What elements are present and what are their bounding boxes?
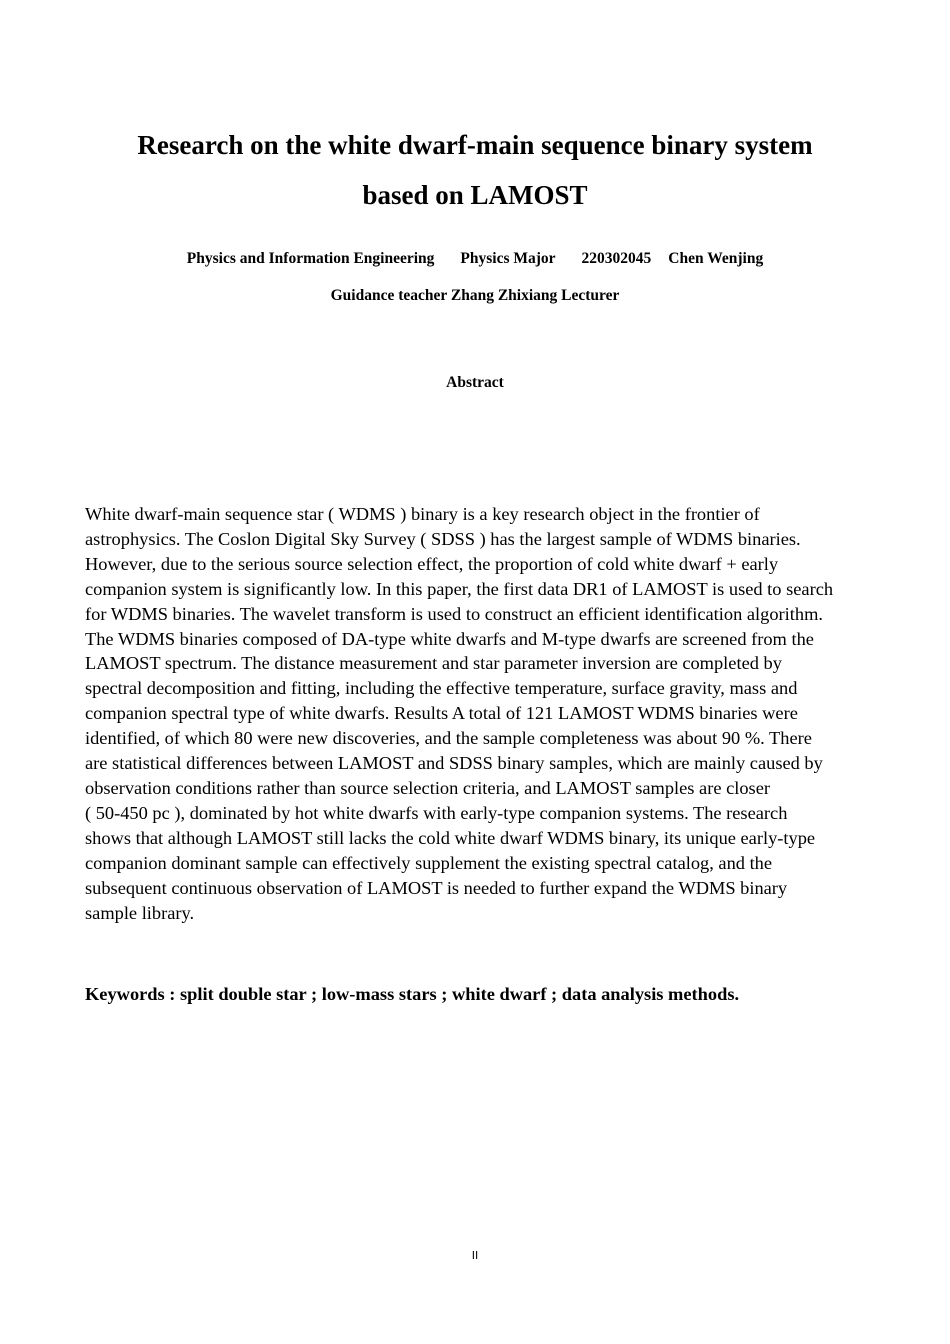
- author-student-id: 220302045: [581, 250, 652, 267]
- abstract-line: observation conditions rather than source selection criteria, and LAMOST samples are closer: [85, 777, 771, 798]
- abstract-line: are statistical differences between LAMOST and SDSS binary samples, which are mainly caused by: [85, 753, 823, 774]
- abstract-line: companion system is significantly low. In this paper, the first data DR1 of LAMOST is used to search: [85, 578, 834, 599]
- abstract-line: However, due to the serious source selection effect, the proportion of cold white dwarf + early: [85, 553, 779, 574]
- abstract-body: [85, 502, 875, 925]
- author-major: Physics Major: [460, 250, 556, 267]
- guidance-teacher: Guidance teacher Zhang Zhixiang Lecturer: [330, 287, 620, 304]
- abstract-line: astrophysics. The Coslon Digital Sky Survey ( SDSS ) has the largest sample of WDMS binaries.: [85, 528, 801, 549]
- abstract-line: sample library.: [85, 902, 195, 923]
- abstract-line: companion spectral type of white dwarfs. Results A total of 121 LAMOST WDMS binaries were: [85, 703, 798, 724]
- paper-title-line-1: Research on the white dwarf-main sequence binary system: [137, 130, 813, 160]
- abstract-line: for WDMS binaries. The wavelet transform is used to construct an efficient identification algorithm.: [85, 603, 823, 624]
- paper-title: [85, 120, 865, 220]
- abstract-line: spectral decomposition and fitting, including the effective temperature, surface gravity, mass and: [85, 678, 798, 699]
- author-info: [85, 249, 865, 269]
- abstract-line: The WDMS binaries composed of DA-type white dwarfs and M-type dwarfs are screened from the: [85, 628, 814, 649]
- keywords: Keywords : split double star ; low-mass stars ; white dwarf ; data analysis methods.: [85, 984, 740, 1004]
- abstract-heading: Abstract: [446, 374, 504, 391]
- abstract-line: LAMOST spectrum. The distance measurement and star parameter inversion are completed by: [85, 653, 782, 674]
- abstract-line: identified, of which 80 were new discoveries, and the sample completeness was about 90 %. There: [85, 728, 812, 749]
- abstract-line: shows that although LAMOST still lacks the cold white dwarf WDMS binary, its unique early-type: [85, 827, 816, 848]
- paper-title-line-2: based on LAMOST: [362, 180, 588, 210]
- author-name: Chen Wenjing: [668, 250, 764, 267]
- page-number: II: [471, 1249, 479, 1262]
- abstract-line: companion dominant sample can effectively supplement the existing spectral catalog, and the: [85, 852, 773, 873]
- abstract-line: ( 50-450 pc ), dominated by hot white dwarfs with early-type companion systems. The research: [85, 802, 788, 823]
- abstract-line: subsequent continuous observation of LAMOST is needed to further expand the WDMS binary: [85, 877, 788, 898]
- author-department: Physics and Information Engineering: [186, 250, 435, 267]
- abstract-line: White dwarf-main sequence star ( WDMS ) binary is a key research object in the frontier of: [85, 504, 760, 524]
